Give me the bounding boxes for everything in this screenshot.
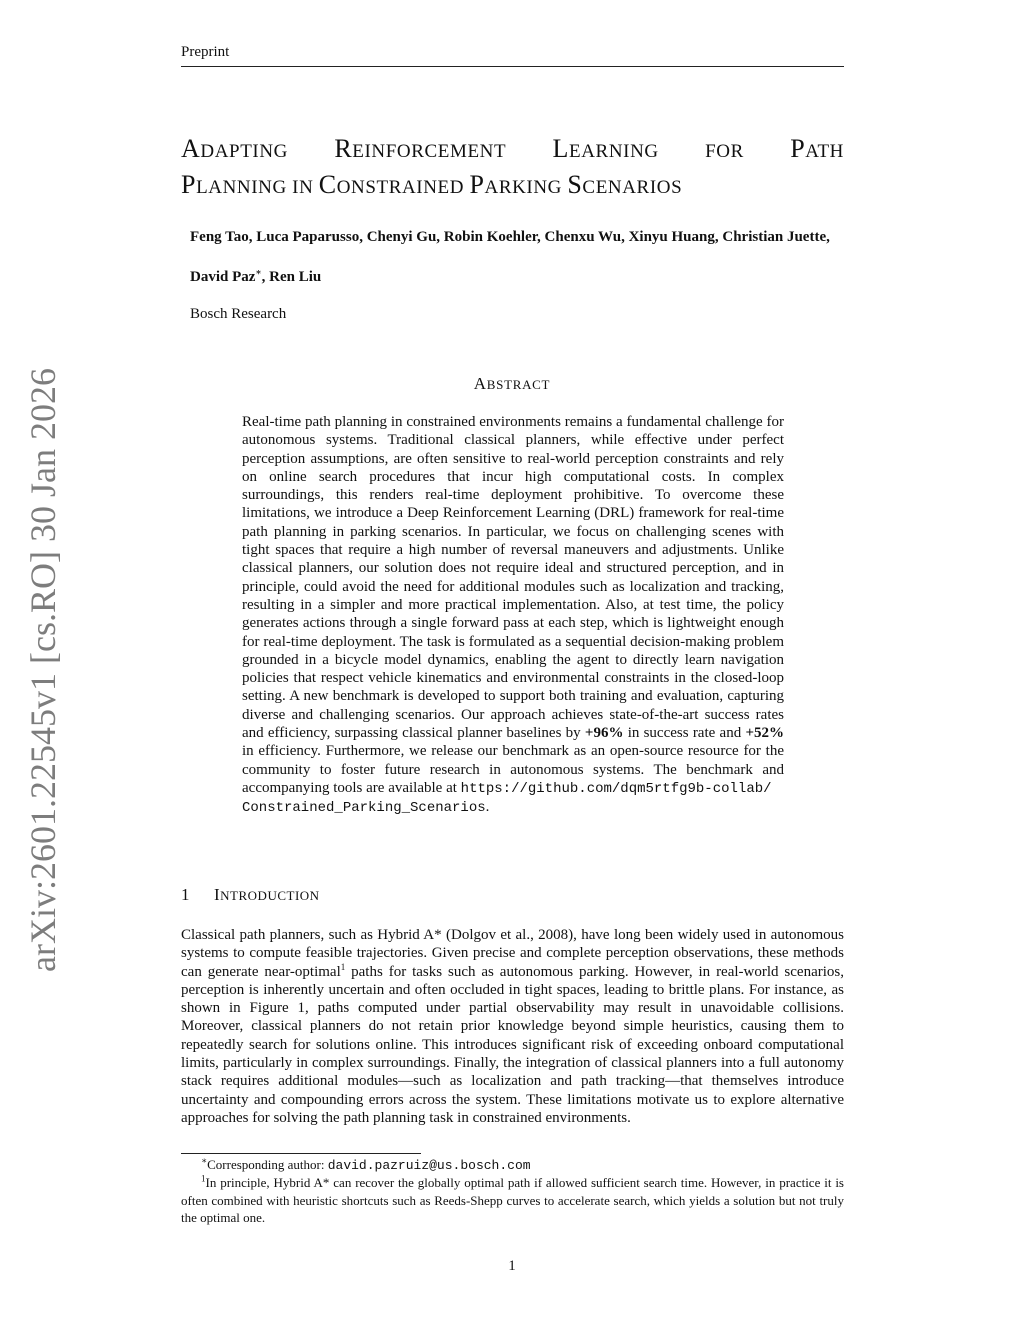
section-number: 1 bbox=[181, 885, 190, 904]
title-word: ADAPTING bbox=[181, 134, 288, 163]
abstract-heading: ABSTRACT bbox=[473, 374, 551, 393]
title-line-2: PLANNING IN CONSTRAINED PARKING SCENARIOS bbox=[181, 170, 683, 199]
arxiv-identifier[interactable]: arXiv:2601.22545v1 [cs.RO] 30 Jan 2026 bbox=[23, 368, 63, 972]
footnote-ref-1[interactable]: 1 bbox=[340, 961, 346, 972]
title-word: FOR bbox=[705, 141, 744, 162]
title-word: PATH bbox=[790, 134, 844, 163]
header-label: Preprint bbox=[181, 44, 230, 60]
author-list: Feng Tao, Luca Paparusso, Chenyi Gu, Robin Koehler, Chenxu Wu, Xinyu Huang, Christian Juette, bbox=[190, 229, 830, 245]
page-number: 1 bbox=[508, 1258, 516, 1274]
section-heading-introduction: 1 INTRODUCTION bbox=[181, 885, 320, 904]
header-rule bbox=[181, 66, 844, 67]
introduction-paragraph: Classical path planners, such as Hybrid A* (Dolgov et al., 2008), have long been widely used in autonomous systems to compute feasible trajectories. Given precise and complete perception observations, these methods can generate near-optimal$^1$ paths for tasks such as autonomous parking. However, in real-world scenarios, perception is inherently uncertain and often occluded in tight spaces, leading to brittle plans. For instance, as shown in Figure 1, paths computed under partial observability may result in unavoidable collisions. Moreover, classical planners do not retain prior knowledge beyond simple heuristics, causing them to repeatedly search for solutions online. This introduces significant risk of exceeding onboard computational limits, particularly in complex surroundings. Finally, the integration of classical planners into a full autonomy stack requires additional modules—such as localization and path tracking—that themselves introduce uncertainty and compounding errors across the system. These limitations motivate us to explore alternative approaches for solving the path planning task in constrained environments. bbox=[181, 927, 844, 1126]
success-rate-gain: +96% bbox=[584, 725, 624, 742]
affiliation: Bosch Research bbox=[190, 306, 287, 322]
title-word: LEARNING bbox=[552, 134, 659, 163]
abstract-body: Real-time path planning in constrained environments remains a fundamental challenge for autonomous systems. Traditional classical planners, while effective under perfect perception assumptions, are often sensitive to real-world perception constraints and rely on online search procedures that incur high computational costs. In complex surroundings, this renders real-time deployment prohibitive. To overcome these limitations, we introduce a Deep Reinforcement Learning (DRL) framework for real-time path planning in parking scenarios. In particular, we focus on challenging scenes with tight spaces that require a high number of reversal maneuvers and adjustments. Unlike classical planners, our solution does not require ideal and structured perception, and in principle, could avoid the need for additional modules such as localization and tracking, resulting in a simpler and more practical implementation. Also, at test time, the policy generates actions through a single forward pass at each step, which is lightweight enough for real-time deployment. The task is formulated as a sequential decision-making problem grounded in a bicycle model dynamics, enabling the agent to directly learn navigation policies that respect vehicle kinematics and environmental constraints in the closed-loop setting. A new benchmark is developed to support both training and evaluation, capturing diverse and challenging scenarios. Our approach achieves state-of-the-art success rates and efficiency, surpassing classical planner baselines by +96% in success rate and +52% in efficiency. Furthermore, we release our benchmark as an open-source resource for the community to foster future research in autonomous systems. The benchmark and accompanying tools are available at https://github.com/dqm5rtfg9b-collab/ Constrained_Parking_Scenarios. bbox=[242, 414, 784, 817]
running-header bbox=[181, 44, 844, 67]
paper-title bbox=[181, 132, 844, 204]
author-list-continued: David Paz∗, Ren Liu bbox=[190, 267, 322, 285]
author-email-link[interactable]: david.pazruiz@us.bosch.com bbox=[327, 1158, 531, 1173]
benchmark-url-link[interactable]: https://github.com/dqm5rtfg9b-collab/ Constrained_Parking_Scenarios bbox=[242, 780, 772, 817]
footnote-1: $^1$In principle, Hybrid A* can recover the globally optimal path if allowed sufficient search time. However, in practice it is often combined with heuristic shortcuts such as Reeds-Shepp curves to accelerate search, which yields a solution but not truly the optimal one. bbox=[181, 1173, 844, 1225]
footnote-rule bbox=[181, 1153, 421, 1154]
title-line-1 bbox=[181, 132, 844, 168]
footnote-corresponding: ∗Corresponding author: david.pazruiz@us.bosch.com bbox=[201, 1155, 531, 1173]
efficiency-gain: +52% bbox=[745, 725, 784, 742]
arxiv-sidebar bbox=[6, 368, 80, 972]
corresponding-author-mark[interactable]: ∗ bbox=[255, 267, 262, 277]
footnotes bbox=[181, 1156, 844, 1226]
title-word: REINFORCEMENT bbox=[334, 134, 507, 163]
